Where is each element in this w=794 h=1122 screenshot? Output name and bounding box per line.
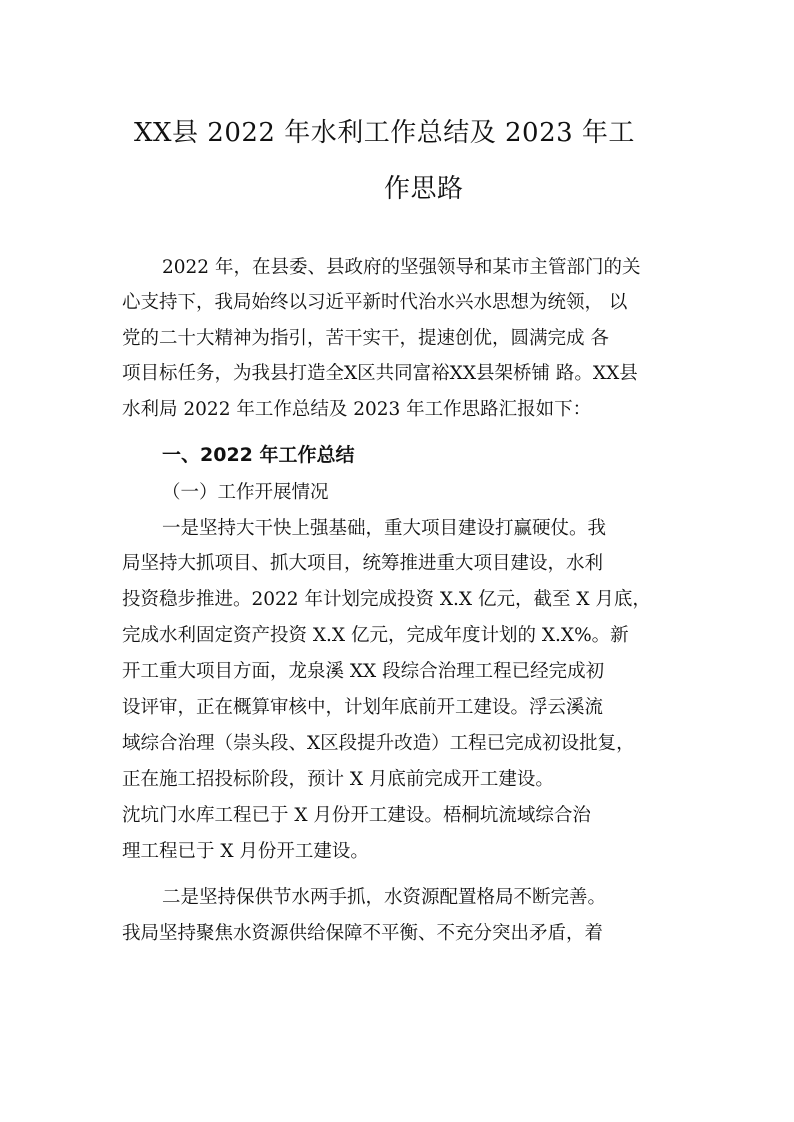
paragraph-line: 2022 年，在县委、县政府的坚强领导和某市主管部门的关	[162, 257, 641, 278]
paragraph-line: 沈坑门水库工程已于 X 月份开工建设。梧桐坑流域综合治	[122, 805, 591, 826]
paragraph-line: 党的二十大精神为指引，苦干实干，提速创优，圆满完成 各	[122, 328, 609, 349]
section-heading: 一、2022 年工作总结	[162, 444, 355, 466]
paragraph-line: 完成水利固定资产投资 X.X 亿元，完成年度计划的 X.X%。新	[122, 625, 629, 646]
paragraph-line: 项目标任务，为我县打造全X区共同富裕XX县架桥铺 路。XX县	[122, 363, 638, 384]
document-title-line-1: XX县 2022 年水利工作总结及 2023 年工	[134, 118, 635, 148]
paragraph-line: 开工重大项目方面，龙泉溪 XX 段综合治理工程已经完成初	[122, 661, 605, 682]
paragraph-line: 设评审，正在概算审核中，计划年底前开工建设。浮云溪流	[122, 697, 604, 718]
paragraph-line: 水利局 2022 年工作总结及 2023 年工作思路汇报如下：	[122, 399, 592, 420]
document-title-line-2: 作思路	[384, 174, 464, 204]
paragraph-line: 域综合治理（崇头段、X区段提升改造）工程已完成初设批复，	[122, 733, 635, 754]
paragraph-line: 心支持下，我局始终以习近平新时代治水兴水思想为统领， 以	[122, 292, 628, 313]
paragraph-line: 理工程已于 X 月份开工建设。	[122, 841, 369, 862]
paragraph-line: 正在施工招投标阶段，预计 X 月底前完成开工建设。	[122, 769, 554, 790]
paragraph-line: 投资稳步推进。2022 年计划完成投资 X.X 亿元，截至 X 月底，	[122, 589, 651, 610]
paragraph-line: 局坚持大抓项目、抓大项目，统筹推进重大项目建设，水利	[122, 553, 604, 574]
paragraph-line: 一是坚持大干快上强基础，重大项目建设打赢硬仗。我	[162, 518, 607, 539]
paragraph-line: 我局坚持聚焦水资源供给保障不平衡、不充分突出矛盾，着	[122, 923, 604, 944]
paragraph-line: 二是坚持保供节水两手抓，水资源配置格局不断完善。	[162, 887, 607, 908]
subsection-heading: （一）工作开展情况	[162, 482, 329, 503]
